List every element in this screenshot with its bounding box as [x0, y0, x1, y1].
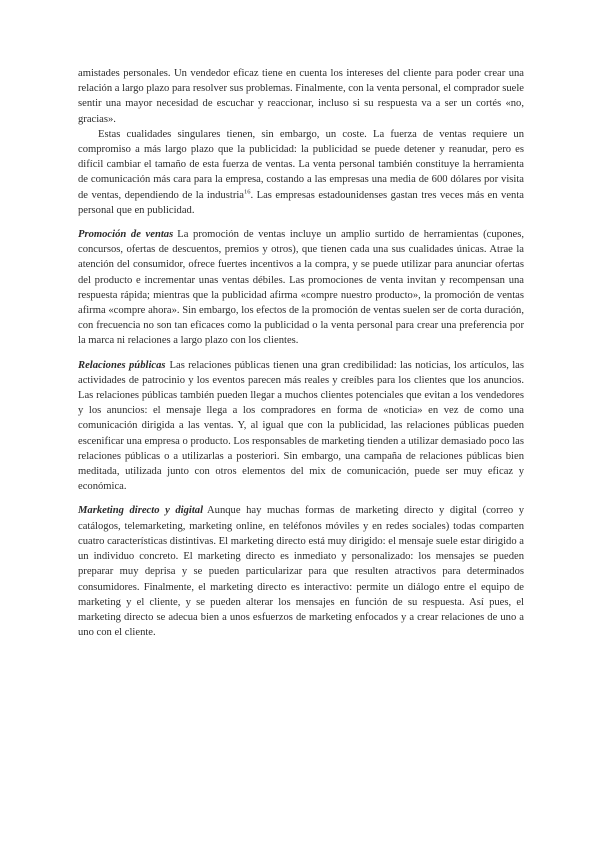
section-sales-promotion [78, 227, 524, 349]
section-text-direct-digital-marketing: Aunque hay muchas formas de marketing directo y digital (correo y catálogos, telemarketing, marketing online, en teléfonos móviles y en redes sociales) todas comparten cuatro características distintivas. El marketing directo está muy dirigido: el mensaje suele estar dirigido a un individuo concreto. El marketing directo es inmediato y personalizado: los mensajes se pueden preparar muy deprisa y se pueden particularizar para que resulten atractivos para determinados consumidores. Finalmente, el marketing directo es interactivo: permite un diálogo entre el equipo de marketing y el cliente, y se pueden alterar los mensajes en función de su respuesta. Así pues, el marketing directo se adecua bien a unos esfuerzos de marketing enfocados y a crear relaciones de uno a uno con el cliente. [78, 505, 524, 639]
section-text-sales-promotion: La promoción de ventas incluye un amplio surtido de herramientas (cupones, concursos, ofertas de descuentos, premios y otros), que tienen cada una sus cualidades únicas. Atrae la atención del consumidor, ofrece fuertes incentivos a la compra, y se puede utilizar para anunciar ofertas del producto e incrementar unas ventas débiles. Las promociones de venta invitan y recompensan una respuesta rápida; mientras que la publicidad afirma «compre nuestro producto», la promoción de ventas afirma «compre ahora». Sin embargo, los efectos de la promoción de ventas suelen ser de corta duración, con frecuencia no son tan eficaces como la publicidad o la venta personal para crear una preferencia por la marca ni relaciones a largo plazo con los clientes. [78, 229, 525, 347]
section-heading-public-relations: Relaciones públicas [78, 359, 166, 371]
section-public-relations [78, 358, 524, 495]
section-text-public-relations: Las relaciones públicas tienen una gran credibilidad: las noticias, los artículos, las actividades de patrocinio y los eventos parecen más reales y creíbles para los clientes que los anuncios. Las relaciones públicas también pueden llegar a muchos clientes potenciales que evitan a los vendedores y los anuncios: el mensaje llega a los compradores en forma de «noticia» en vez de como una comunicación dirigida a las ventas. Y, al igual que con la publicidad, las relaciones públicas pueden escenificar una empresa o producto. Los responsables de marketing tienden a utilizar demasiado poco las relaciones públicas o a utilizarlas a posteriori. Sin embargo, una campaña de relaciones públicas bien meditada, utilizada junto con otros elementos del mix de comunicación, puede ser muy eficaz y económica. [78, 359, 525, 493]
footnote-marker: 16 [244, 188, 251, 196]
paragraph-personal-selling-costs [78, 127, 524, 218]
paragraph-costs-text: Estas cualidades singulares tienen, sin embargo, un coste. La fuerza de ventas requiere un compromiso a más largo plazo que la publicidad: la publicidad se puede detener y reanudar, pero es difícil cambiar el tamaño de esta fuerza de ventas. La venta personal también constituye la herramienta de comunicación más cara para la empresa, costando a las empresas una media de 600 dólares por visita de ventas, dependiendo de la industria [78, 128, 524, 201]
section-heading-sales-promotion: Promoción de ventas [78, 229, 174, 241]
document-page [78, 66, 524, 640]
section-heading-direct-digital-marketing: Marketing directo y digital [78, 505, 204, 517]
paragraph-personal-selling-benefits: amistades personales. Un vendedor eficaz tiene en cuenta los intereses del cliente para poder crear una relación a largo plazo para resolver sus problemas. Finalmente, con la venta personal, el comprador suele sentir una mayor necesidad de escuchar y reaccionar, incluso si su respuesta va a ser un cortés «no, gracias». [78, 68, 524, 125]
paragraph-costs-tail: . Las empresas estadounidenses gastan tres veces más en venta personal que en publicidad. [78, 189, 524, 216]
section-direct-digital-marketing [78, 503, 524, 640]
